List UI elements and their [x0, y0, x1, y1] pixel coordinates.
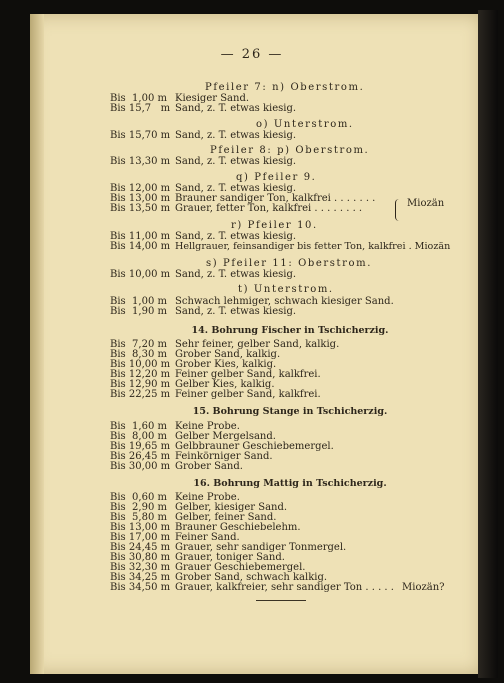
heading-pfeiler-8-oberstrom: Pfeiler 8: p) Oberstrom.: [210, 145, 370, 156]
layer-row: [0, 390, 504, 400]
heading-unterstrom-t: t) Unterstrom.: [238, 284, 334, 295]
depth: Bis 14,00 m: [110, 241, 171, 252]
layer-row: [0, 270, 504, 280]
layer-row: [0, 523, 504, 533]
description: Sand, z. T. etwas kiesig.: [175, 183, 297, 194]
depth: Bis 24,45 m: [110, 542, 171, 553]
depth: Bis 13,50 m: [110, 203, 171, 214]
description: Grauer, sehr sandiger Tonmergel.: [175, 542, 347, 553]
layer-row: [0, 131, 504, 141]
description: Gelber, kiesiger Sand.: [175, 502, 288, 513]
description: Gelbbrauner Geschiebemergel.: [175, 441, 334, 452]
depth: Bis 30,80 m: [110, 552, 171, 563]
description: Grober Kies, kalkig.: [175, 359, 277, 370]
description: Feiner Sand.: [175, 532, 240, 543]
description: Sand, z. T. etwas kiesig.: [175, 156, 297, 167]
layer-row: [0, 307, 504, 317]
description: Kiesiger Sand.: [175, 93, 250, 104]
description: Sand, z. T. etwas kiesig.: [175, 306, 297, 317]
depth: Bis 17,00 m: [110, 532, 171, 543]
heading-pfeiler-9: q) Pfeiler 9.: [236, 172, 317, 183]
description: Sand, z. T. etwas kiesig.: [175, 269, 297, 280]
depth: Bis 30,00 m: [110, 461, 171, 472]
description: Gelber Mergelsand.: [175, 431, 276, 442]
note-miozaen-query: Miozän?: [402, 582, 445, 593]
layer-row: [0, 157, 504, 167]
depth: Bis 15,7 m: [110, 103, 171, 114]
description: Sand, z. T. etwas kiesig.: [175, 231, 297, 242]
depth: Bis 34,25 m: [110, 572, 171, 583]
description: Schwach lehmiger, schwach kiesiger Sand.: [175, 296, 394, 307]
depth: Bis 12,20 m: [110, 369, 171, 380]
heading-pfeiler-7-oberstrom: Pfeiler 7: n) Oberstrom.: [205, 82, 365, 93]
depth: Bis 5,80 m: [110, 512, 167, 523]
depth: Bis 19,65 m: [110, 441, 171, 452]
depth: Bis 1,60 m: [110, 421, 167, 432]
description: Hellgrauer, feinsandiger bis fetter Ton, kalkfrei . Miozän: [175, 241, 451, 252]
depth: Bis 8,30 m: [110, 349, 167, 360]
description: Gelber Kies, kalkig.: [175, 379, 275, 390]
layer-row: [0, 242, 504, 252]
brace-bracket: [395, 199, 402, 221]
description: Sand, z. T. etwas kiesig.: [175, 130, 297, 141]
description: Keine Probe.: [175, 492, 240, 503]
description: Feiner gelber Sand, kalkfrei.: [175, 369, 321, 380]
depth: Bis 1,00 m: [110, 296, 167, 307]
depth: Bis 1,00 m: [110, 93, 167, 104]
depth: Bis 32,30 m: [110, 562, 171, 573]
depth: Bis 13,00 m: [110, 193, 171, 204]
depth: Bis 2,90 m: [110, 502, 167, 513]
description: Brauner Geschiebelehm.: [175, 522, 301, 533]
depth: Bis 22,25 m: [110, 389, 171, 400]
description: Grober Sand, schwach kalkig.: [175, 572, 328, 583]
depth: Bis 0,60 m: [110, 492, 167, 503]
note-miozaen: Miozän: [407, 198, 445, 209]
heading-pfeiler-11-oberstrom: s) Pfeiler 11: Oberstrom.: [206, 258, 373, 269]
depth: Bis 13,00 m: [110, 522, 171, 533]
description: Grober Sand, kalkig.: [175, 349, 281, 360]
depth: Bis 15,70 m: [110, 130, 171, 141]
depth: Bis 1,90 m: [110, 306, 167, 317]
closing-rule: [256, 600, 306, 601]
depth: Bis 10,00 m: [110, 269, 171, 280]
layer-row: [0, 104, 504, 114]
section-heading-bohrung-15: 15. Bohrung Stange in Tschicherzig.: [192, 406, 388, 417]
depth: Bis 12,90 m: [110, 379, 171, 390]
description: Gelber, feiner Sand.: [175, 512, 277, 523]
section-heading-bohrung-14: 14. Bohrung Fischer in Tschicherzig.: [191, 325, 389, 336]
depth: Bis 10,00 m: [110, 359, 171, 370]
description: Feiner gelber Sand, kalkfrei.: [175, 389, 321, 400]
depth: Bis 12,00 m: [110, 183, 171, 194]
description: Keine Probe.: [175, 421, 240, 432]
description: Brauner sandiger Ton, kalkfrei . . . . . . .: [175, 193, 376, 204]
description: Feinkörniger Sand.: [175, 451, 273, 462]
heading-pfeiler-10: r) Pfeiler 10.: [231, 220, 318, 231]
heading-unterstrom-o: o) Unterstrom.: [256, 119, 354, 130]
depth: Bis 8,00 m: [110, 431, 167, 442]
section-heading-bohrung-16: 16. Bohrung Mattig in Tschicherzig.: [193, 478, 387, 489]
depth: Bis 7,20 m: [110, 339, 167, 350]
depth: Bis 34,50 m: [110, 582, 171, 593]
depth: Bis 13,30 m: [110, 156, 171, 167]
description: Sehr feiner, gelber Sand, kalkig.: [175, 339, 340, 350]
depth: Bis 11,00 m: [110, 231, 171, 242]
depth: Bis 26,45 m: [110, 451, 171, 462]
layer-row: [0, 452, 504, 462]
layer-row: [0, 462, 504, 472]
page-number: — 26 —: [220, 47, 284, 62]
description: Grober Sand.: [175, 461, 243, 472]
description: Sand, z. T. etwas kiesig.: [175, 103, 297, 114]
description: Grauer, toniger Sand.: [175, 552, 285, 563]
description: Grauer Geschiebemergel.: [175, 562, 306, 573]
description: Grauer, kalkfreier, sehr sandiger Ton . . . . .: [175, 582, 394, 593]
description: Grauer, fetter Ton, kalkfrei . . . . . . . .: [175, 203, 363, 214]
